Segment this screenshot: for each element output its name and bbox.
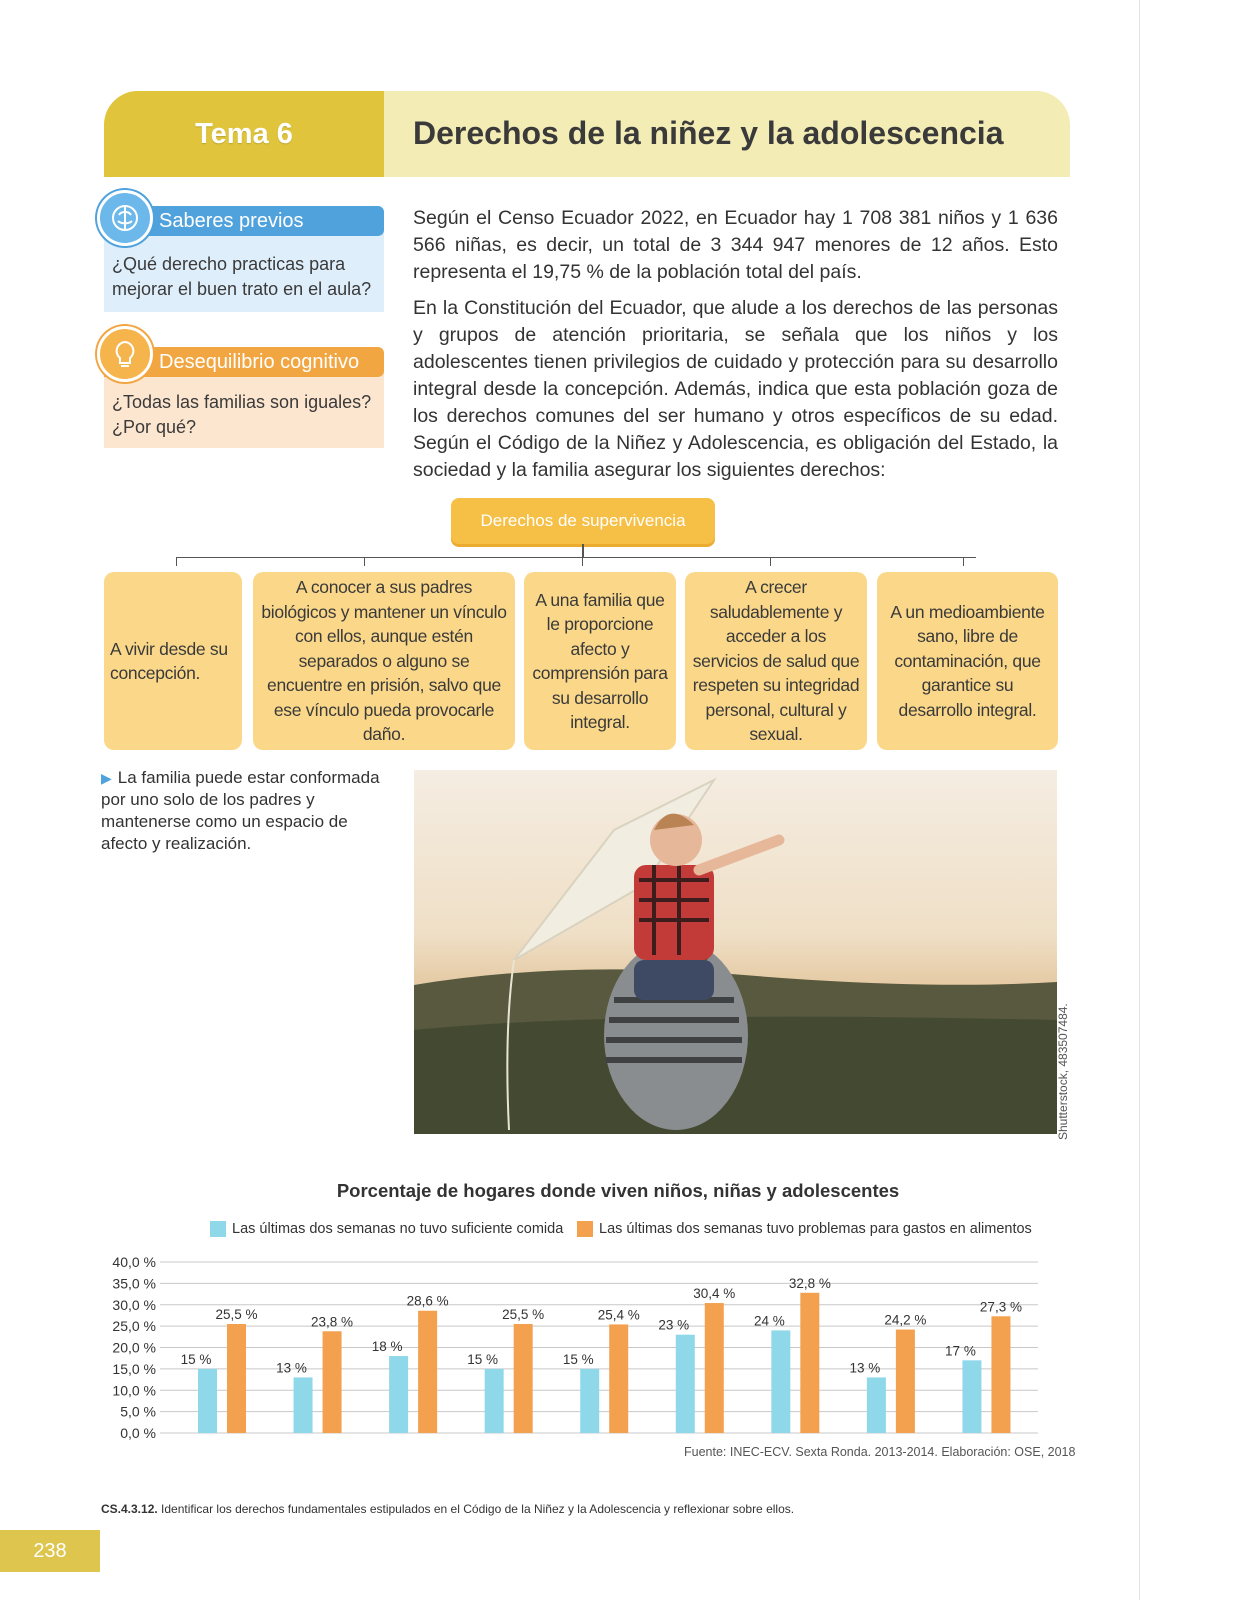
- bar: [676, 1335, 695, 1433]
- bar: [580, 1369, 599, 1433]
- bar: [896, 1330, 915, 1433]
- data-label: 25,4 %: [597, 1307, 640, 1323]
- bar: [198, 1369, 217, 1433]
- y-tick-label: 35,0 %: [112, 1275, 156, 1292]
- legend-swatch: [210, 1221, 226, 1237]
- data-label: 24 %: [753, 1313, 785, 1329]
- connector-vertical: [582, 544, 584, 558]
- lightbulb-icon: [97, 326, 153, 382]
- y-tick-label: 5,0 %: [120, 1403, 156, 1420]
- bar: [323, 1331, 342, 1433]
- y-tick-label: 10,0 %: [112, 1382, 156, 1399]
- bar: [867, 1377, 886, 1433]
- bar: [962, 1360, 981, 1433]
- legend-item-comida: [210, 1221, 563, 1237]
- connector-drop: [364, 557, 365, 566]
- bar: [389, 1356, 408, 1433]
- connector-drop: [770, 557, 771, 566]
- legend-swatch: [577, 1221, 593, 1237]
- y-tick-label: 15,0 %: [112, 1360, 156, 1377]
- data-label: 13 %: [276, 1360, 307, 1376]
- page-title: Derechos de la niñez y la adolescencia: [413, 115, 1004, 151]
- diagram-root-node: Derechos de supervivencia: [451, 498, 715, 544]
- diagram-card: A una familia que le proporcione afecto y comprensión para su desarrollo integral.: [524, 572, 676, 750]
- bar: [609, 1324, 628, 1433]
- data-label: 23,8 %: [311, 1314, 354, 1330]
- brain-icon: [97, 190, 153, 246]
- topic-number: Tema 6: [104, 91, 384, 177]
- data-label: 32,8 %: [788, 1275, 831, 1291]
- footnote-code: CS.4.3.12.: [101, 1502, 158, 1516]
- topic-header: [104, 91, 1070, 177]
- bar: [514, 1324, 533, 1433]
- diagram-card: A vivir desde su concepción.: [104, 572, 242, 750]
- data-label: 18 %: [371, 1339, 403, 1355]
- bar: [991, 1316, 1010, 1433]
- connector-drop: [963, 557, 964, 566]
- y-tick-label: 30,0 %: [112, 1296, 156, 1313]
- data-label: 24,2 %: [884, 1312, 927, 1328]
- desequilibrio-question: ¿Todas las familias son iguales? ¿Por qué?: [112, 392, 372, 437]
- family-kite-photo: [414, 770, 1057, 1134]
- census-paragraph: Según el Censo Ecuador 2022, en Ecuador hay 1 708 381 niños y 1 636 566 niñas, es decir, un total de 3 344 947 menores de 12 años. Esto representa el 19,75 % de la población total del país.: [413, 207, 1058, 283]
- y-tick-label: 25,0 %: [112, 1318, 156, 1335]
- bar-chart: [108, 1250, 1048, 1440]
- data-label: 25,5 %: [502, 1306, 545, 1322]
- curriculum-footnote: [101, 1502, 794, 1516]
- data-label: 28,6 %: [406, 1293, 449, 1309]
- bar: [800, 1293, 819, 1433]
- data-label: 15 %: [562, 1351, 594, 1367]
- chart-title: Porcentaje de hogares donde viven niños, niñas y adolescentes: [336, 1180, 900, 1201]
- data-label: 23 %: [658, 1317, 690, 1333]
- data-label: 27,3 %: [979, 1299, 1022, 1315]
- page-edge: [1139, 0, 1140, 1600]
- photo-caption: [101, 767, 391, 855]
- constitution-paragraph: En la Constitución del Ecuador, que alude a los derechos de las personas y grupos de atención prioritaria, se señala que los niños y los adolescentes tienen privilegios de cuidado y protección para su desarrollo integral desde la concepción. Además, indica que esta población goza de los derechos comunes del ser humano y otros específicos de su edad. Según el Código de la Niñez y Adolescencia, es obligación del Estado, la sociedad y la familia asegurar los siguientes derechos:: [413, 297, 1058, 481]
- connector-horizontal: [176, 557, 976, 558]
- data-label: 15 %: [467, 1351, 499, 1367]
- data-label: 13 %: [849, 1360, 881, 1376]
- legend-label: Las últimas dos semanas tuvo problemas para gastos en alimentos: [599, 1221, 1032, 1237]
- data-label: 17 %: [945, 1343, 976, 1359]
- data-label: 25,5 %: [215, 1306, 258, 1322]
- y-tick-label: 40,0 %: [112, 1254, 156, 1270]
- diagram-card: A conocer a sus padres biológicos y mantener un vínculo con ellos, aunque estén separados o alguno se encuentre en prisión, salvo que ese vínculo pueda provocarle daño.: [253, 572, 515, 750]
- footnote-text: Identificar los derechos fundamentales estipulados en el Código de la Niñez y la Adolescencia y reflexionar sobre ellos.: [161, 1502, 795, 1516]
- diagram-card: A un medioambiente sano, libre de contaminación, que garantice su desarrollo integral.: [877, 572, 1058, 750]
- triangle-bullet-icon: ▶: [101, 770, 112, 786]
- data-label: 15 %: [180, 1351, 212, 1367]
- page-number: 238: [0, 1530, 100, 1572]
- bar: [294, 1377, 313, 1433]
- bar: [771, 1330, 790, 1433]
- connector-drop: [176, 557, 177, 566]
- legend-item-gastos: [577, 1221, 1032, 1237]
- y-tick-label: 0,0 %: [120, 1425, 156, 1440]
- photo-credit: Shutterstock, 483507484.: [1056, 1003, 1070, 1140]
- bar: [485, 1369, 504, 1433]
- diagram-card: A crecer saludablemente y acceder a los servicios de salud que respeten su integridad personal, cultural y sexual.: [685, 572, 867, 750]
- saberes-previos-question: ¿Qué derecho practicas para mejorar el buen trato en el aula?: [112, 254, 372, 299]
- connector-drop: [582, 557, 583, 566]
- legend-label: Las últimas dos semanas no tuvo suficiente comida: [232, 1221, 564, 1237]
- bar: [705, 1303, 724, 1433]
- saberes-previos-title: Saberes previos: [104, 206, 384, 236]
- y-tick-label: 20,0 %: [112, 1339, 156, 1356]
- chart-source: Fuente: INEC-ECV. Sexta Ronda. 2013-2014. Elaboración: OSE, 2018: [684, 1445, 1076, 1459]
- data-label: 30,4 %: [693, 1286, 736, 1302]
- bar: [227, 1324, 246, 1433]
- bar: [418, 1311, 437, 1433]
- caption-text: La familia puede estar conformada por uno solo de los padres y mantenerse como un espacio de afecto y realización.: [101, 768, 380, 853]
- desequilibrio-cognitivo-title: Desequilibrio cognitivo: [104, 347, 384, 377]
